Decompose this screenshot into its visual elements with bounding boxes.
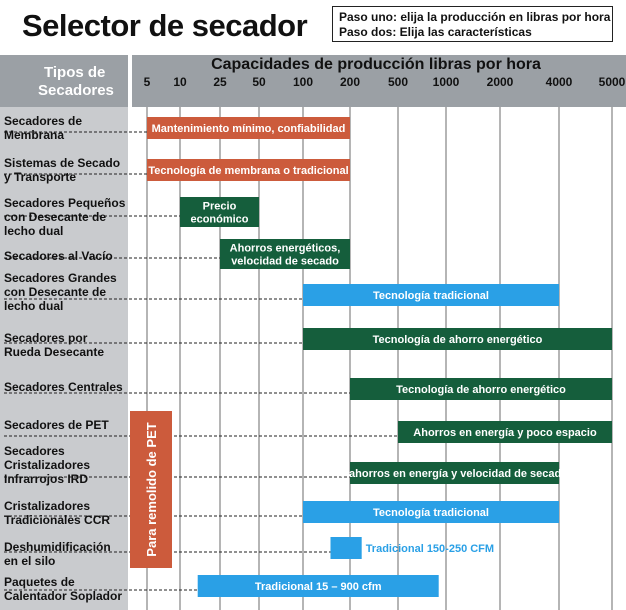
x-tick-500: 500 [387, 75, 409, 89]
bar-label: Tradicional 150-250 CFM [365, 543, 495, 555]
x-tick-4000: 4000 [545, 75, 573, 89]
row-label: Secadores Centrales [4, 380, 123, 394]
row-label: Secadores Grandes con Desecante de lecho dual [4, 271, 117, 313]
step-two-text: Paso dos: Elija las características [339, 25, 532, 39]
bar-label: Ahorros en energía y poco espacio [413, 427, 597, 439]
y-axis-title-line1: Tipos de [44, 64, 106, 81]
row-label: Secadores de Membrana [4, 114, 83, 142]
header-separator [128, 55, 132, 107]
bar-label: Tecnología tradicional [373, 290, 489, 302]
pet-side-label: Para remolido de PET [144, 422, 159, 557]
bar-label: Mantenimiento mínimo, confiabilidad [151, 123, 346, 135]
bar-label: Tecnología de ahorro energético [372, 334, 543, 346]
bar-label: velocidad de secado [231, 255, 339, 268]
x-tick-5000: 5000 [598, 75, 626, 89]
x-tick-200: 200 [339, 75, 361, 89]
bar-label: Precio [202, 200, 237, 213]
bar-blue [330, 537, 361, 559]
x-tick-5: 5 [143, 75, 151, 89]
x-axis-title: Capacidades de producción libras por hora [211, 56, 541, 73]
row-label: Deshumidificación en el silo [4, 540, 111, 568]
bar-label: Aahorros en energía y velocidad de secado [341, 468, 568, 480]
row-label: Secadores de PET [4, 418, 109, 432]
x-tick-10: 10 [173, 75, 187, 89]
bar-label: Tecnología de ahorro energético [396, 384, 566, 396]
bar-label: Tecnología de membrana o tradicional [148, 165, 349, 177]
step-one-text: Paso uno: elija la producción en libras por hora [339, 10, 611, 24]
x-tick-2000: 2000 [486, 75, 514, 89]
x-tick-1000: 1000 [432, 75, 460, 89]
x-tick-100: 100 [292, 75, 314, 89]
bar-label: Ahorros energéticos, [229, 242, 341, 255]
x-tick-25: 25 [213, 75, 227, 89]
row-label: Paquetes de Calentador Soplador [4, 575, 123, 603]
row-label: Secadores Pequeños con Desecante de lecho dual [4, 196, 126, 238]
bar-label: económico [190, 213, 249, 226]
row-label: Secadores por Rueda Desecante [4, 331, 105, 359]
row-label: Sistemas de Secado y Transporte [4, 156, 121, 184]
row-label: Secadores al Vacío [4, 249, 113, 263]
row-label: Cristalizadores Tradicionales CCR [4, 499, 111, 527]
page-title: Selector de secador [22, 8, 308, 43]
row-label: Secadores Cristalizadores Infrarrojos IRD [4, 444, 91, 486]
x-tick-50: 50 [252, 75, 266, 89]
bar-label: Tradicional 15 – 900 cfm [254, 581, 382, 593]
y-axis-title-line2: Secadores [38, 82, 114, 99]
bar-label: Tecnología tradicional [373, 507, 489, 519]
